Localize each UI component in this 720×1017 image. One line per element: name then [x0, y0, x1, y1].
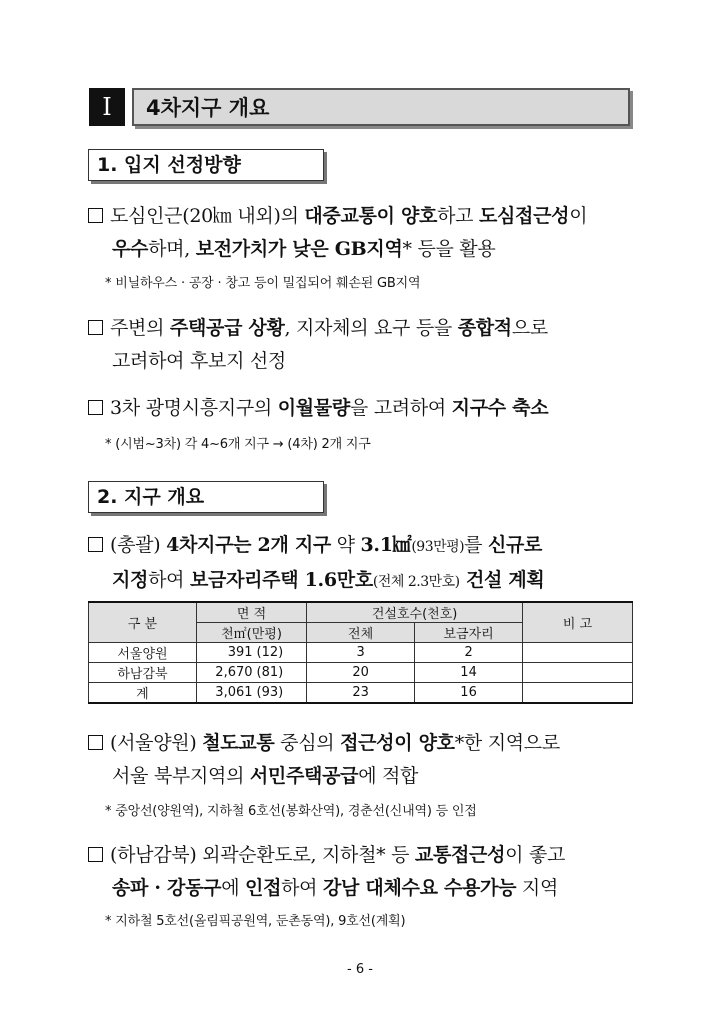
- text: 서울 북부지역의: [112, 765, 250, 787]
- table-row: [89, 643, 633, 663]
- text: 를: [464, 534, 488, 556]
- section1-bullet2: [88, 312, 643, 378]
- section1-note1: * 비닐하우스 · 공장 · 창고 등이 밀집되어 훼손된 GB지역: [105, 276, 421, 291]
- text: 대중교통이 양호: [304, 205, 438, 227]
- text: 신규로: [487, 534, 543, 556]
- text: 접근성이 양호: [340, 732, 455, 754]
- area-value: 3,061: [215, 685, 253, 700]
- cell-bogeum: 2: [415, 643, 523, 663]
- section1-bullet1: [88, 200, 643, 266]
- text: 이 좋고: [505, 844, 566, 866]
- text: 이월물량: [277, 397, 350, 419]
- text: , 지자체의 요구 등을: [284, 317, 458, 339]
- text: 도심인근(20㎞ 내외)의: [110, 205, 305, 227]
- text: 우수: [112, 238, 149, 260]
- header-bogeum: 보금자리: [415, 623, 523, 643]
- text: 에 적합: [358, 765, 419, 787]
- section1-bullet3: [88, 392, 643, 425]
- section1-header: [88, 149, 324, 181]
- section2-title: 2. 지구 개요: [97, 486, 205, 508]
- text: (서울양원): [110, 732, 203, 754]
- section2-bullet2: [88, 727, 643, 793]
- cell-area: [196, 643, 306, 663]
- text: 하여: [148, 569, 190, 591]
- text: 지구수 축소: [451, 397, 549, 419]
- text: 건설 계획: [459, 569, 545, 591]
- table-row-total: [89, 683, 633, 704]
- checkbox-icon: [88, 208, 103, 223]
- section2-header: [88, 481, 324, 513]
- checkbox-icon: [88, 735, 103, 750]
- text: 강남 대체수요 수용가능: [322, 877, 517, 899]
- section2-bullet3: [88, 839, 643, 905]
- cell-area: [196, 663, 306, 683]
- text: 송파 · 강동구: [112, 877, 222, 899]
- cell-bogeum: 16: [415, 683, 523, 704]
- checkbox-icon: [88, 847, 103, 862]
- cell-bogeum: 14: [415, 663, 523, 683]
- text: 교통접근성: [414, 844, 506, 866]
- text: 인접: [245, 877, 282, 899]
- text: *한 지역으로: [454, 732, 560, 754]
- cell-total: 20: [307, 663, 415, 683]
- text: 하여: [281, 877, 323, 899]
- cell-note: [523, 663, 633, 683]
- section2-note2: * 중앙선(양원역), 지하철 6호선(봉화산역), 경춘선(신내역) 등 인접: [105, 804, 477, 819]
- chapter-title-box: [132, 88, 630, 126]
- text: 을 고려하여: [349, 397, 452, 419]
- text: 철도교통: [202, 732, 275, 754]
- section2-bullet1: [88, 529, 643, 599]
- section2-note3: * 지하철 5호선(올림픽공원역, 둔촌동역), 9호선(계획): [105, 914, 406, 929]
- text: 지정: [112, 569, 149, 591]
- section1-note3: * (시범~3차) 각 4~6개 지구 → (4차) 2개 지구: [105, 437, 371, 452]
- header-area-unit: 천㎡(만평): [196, 623, 306, 643]
- text: (하남감북) 외곽순환도로, 지하철: [110, 844, 377, 866]
- cell-name: 서울양원: [89, 643, 197, 663]
- cell-area: [196, 683, 306, 704]
- text: 중심의: [274, 732, 341, 754]
- table-row: [89, 663, 633, 683]
- header-gubun: 구 분: [89, 602, 197, 643]
- pyeong-value: (81): [256, 665, 284, 680]
- text: 3차 광명시흥지구의: [110, 397, 278, 419]
- page-number: - 6 -: [347, 962, 373, 977]
- table-header-row: [89, 602, 633, 623]
- cell-name: 하남감북: [89, 663, 197, 683]
- checkbox-icon: [88, 537, 103, 552]
- text: 4차지구는 2개 지구: [166, 534, 331, 556]
- text: 서민주택공급: [249, 765, 359, 787]
- text: 이: [569, 205, 588, 227]
- text: (93만평): [411, 539, 465, 555]
- text: (총괄): [110, 534, 167, 556]
- chapter-number: I: [89, 88, 125, 126]
- text: 지역: [516, 877, 559, 899]
- pyeong-value: (93): [256, 685, 284, 700]
- text: 하며,: [148, 238, 196, 260]
- header-houses: 건설호수(천호): [307, 602, 523, 623]
- area-value: 2,670: [215, 665, 253, 680]
- text: * 등: [376, 844, 415, 866]
- pyeong-value: (12): [256, 645, 284, 660]
- text: 보금자리주택 1.6만호: [189, 569, 373, 591]
- text: 도심접근성: [478, 205, 570, 227]
- header-total: 전체: [307, 623, 415, 643]
- cell-name: 계: [89, 683, 197, 704]
- cell-total: 23: [307, 683, 415, 704]
- header-note: 비 고: [523, 602, 633, 643]
- chapter-title: 4차지구 개요: [146, 96, 270, 120]
- cell-total: 3: [307, 643, 415, 663]
- header-area: 면 적: [196, 602, 306, 623]
- text: 약: [330, 534, 361, 556]
- text: 에: [221, 877, 246, 899]
- text: 보전가치가 낮은 GB지역: [195, 238, 403, 260]
- text: 3.1㎢: [360, 534, 412, 556]
- checkbox-icon: [88, 400, 103, 415]
- text: 주변의: [110, 317, 170, 339]
- district-table: [88, 601, 633, 704]
- section1-title: 1. 입지 선정방향: [97, 154, 241, 176]
- text: 주택공급 상황: [169, 317, 285, 339]
- text: 으로: [511, 317, 548, 339]
- text: 종합적: [457, 317, 512, 339]
- cell-note: [523, 683, 633, 704]
- text: (전체 2.3만호): [372, 574, 460, 590]
- cell-note: [523, 643, 633, 663]
- checkbox-icon: [88, 320, 103, 335]
- text: * 등을 활용: [402, 238, 496, 260]
- text: 고려하여 후보지 선정: [112, 350, 286, 372]
- area-value: 391: [227, 645, 253, 660]
- text: 하고: [437, 205, 479, 227]
